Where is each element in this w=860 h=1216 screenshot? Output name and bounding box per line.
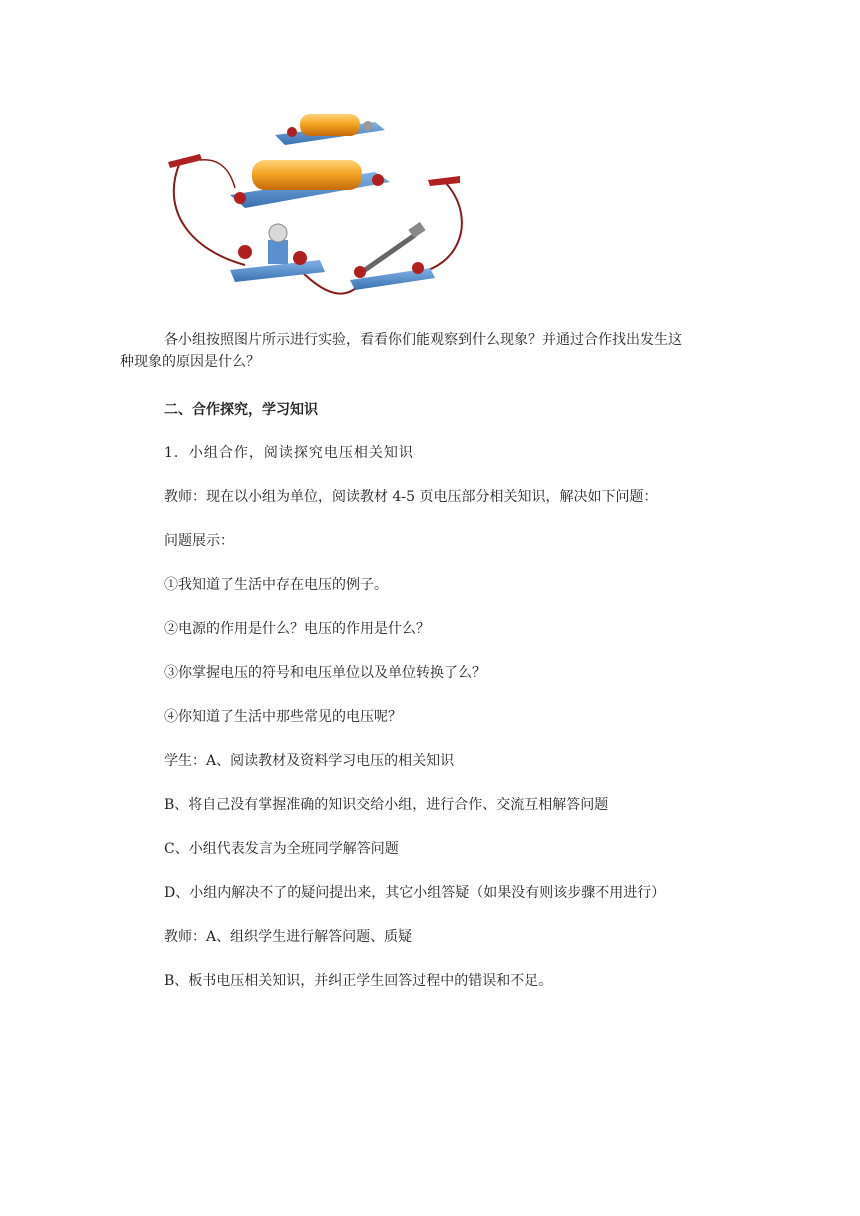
paragraph: ①我知道了生活中存在电压的例子。 [164,577,388,593]
paragraph: D、小组内解决不了的疑问提出来，其它小组答疑（如果没有则该步骤不用进行） [164,885,666,901]
intro-paragraph [120,329,760,373]
paragraph: 问题展示： [164,533,234,549]
paragraph: ④你知道了生活中那些常见的电压呢？ [164,709,402,725]
paragraph: ③你掌握电压的符号和电压单位以及单位转换了么？ [164,665,486,681]
intro-line-2: 种现象的原因是什么？ [120,354,260,370]
subheading: 1．小组合作，阅读探究电压相关知识 [164,445,414,461]
paragraph: 教师：现在以小组为单位，阅读教材 4-5 页电压部分相关知识，解决如下问题： [164,489,658,505]
paragraph: B、板书电压相关知识，并纠正学生回答过程中的错误和不足。 [164,973,553,989]
paragraph: 学生：A、阅读教材及资料学习电压的相关知识 [164,753,455,769]
intro-line-1: 各小组按照图片所示进行实验，看看你们能观察到什么现象？并通过合作找出发生这 [164,332,682,348]
paragraph: B、将自己没有掌握准确的知识交给小组，进行合作、交流互相解答问题 [164,797,609,813]
paragraph: 教师：A、组织学生进行解答问题、质疑 [164,929,413,945]
paragraph: C、小组代表发言为全班同学解答问题 [164,841,399,857]
circuit-experiment-image [160,100,480,305]
section-heading: 二、合作探究，学习知识 [164,402,318,418]
paragraph: ②电源的作用是什么？电压的作用是什么？ [164,621,430,637]
